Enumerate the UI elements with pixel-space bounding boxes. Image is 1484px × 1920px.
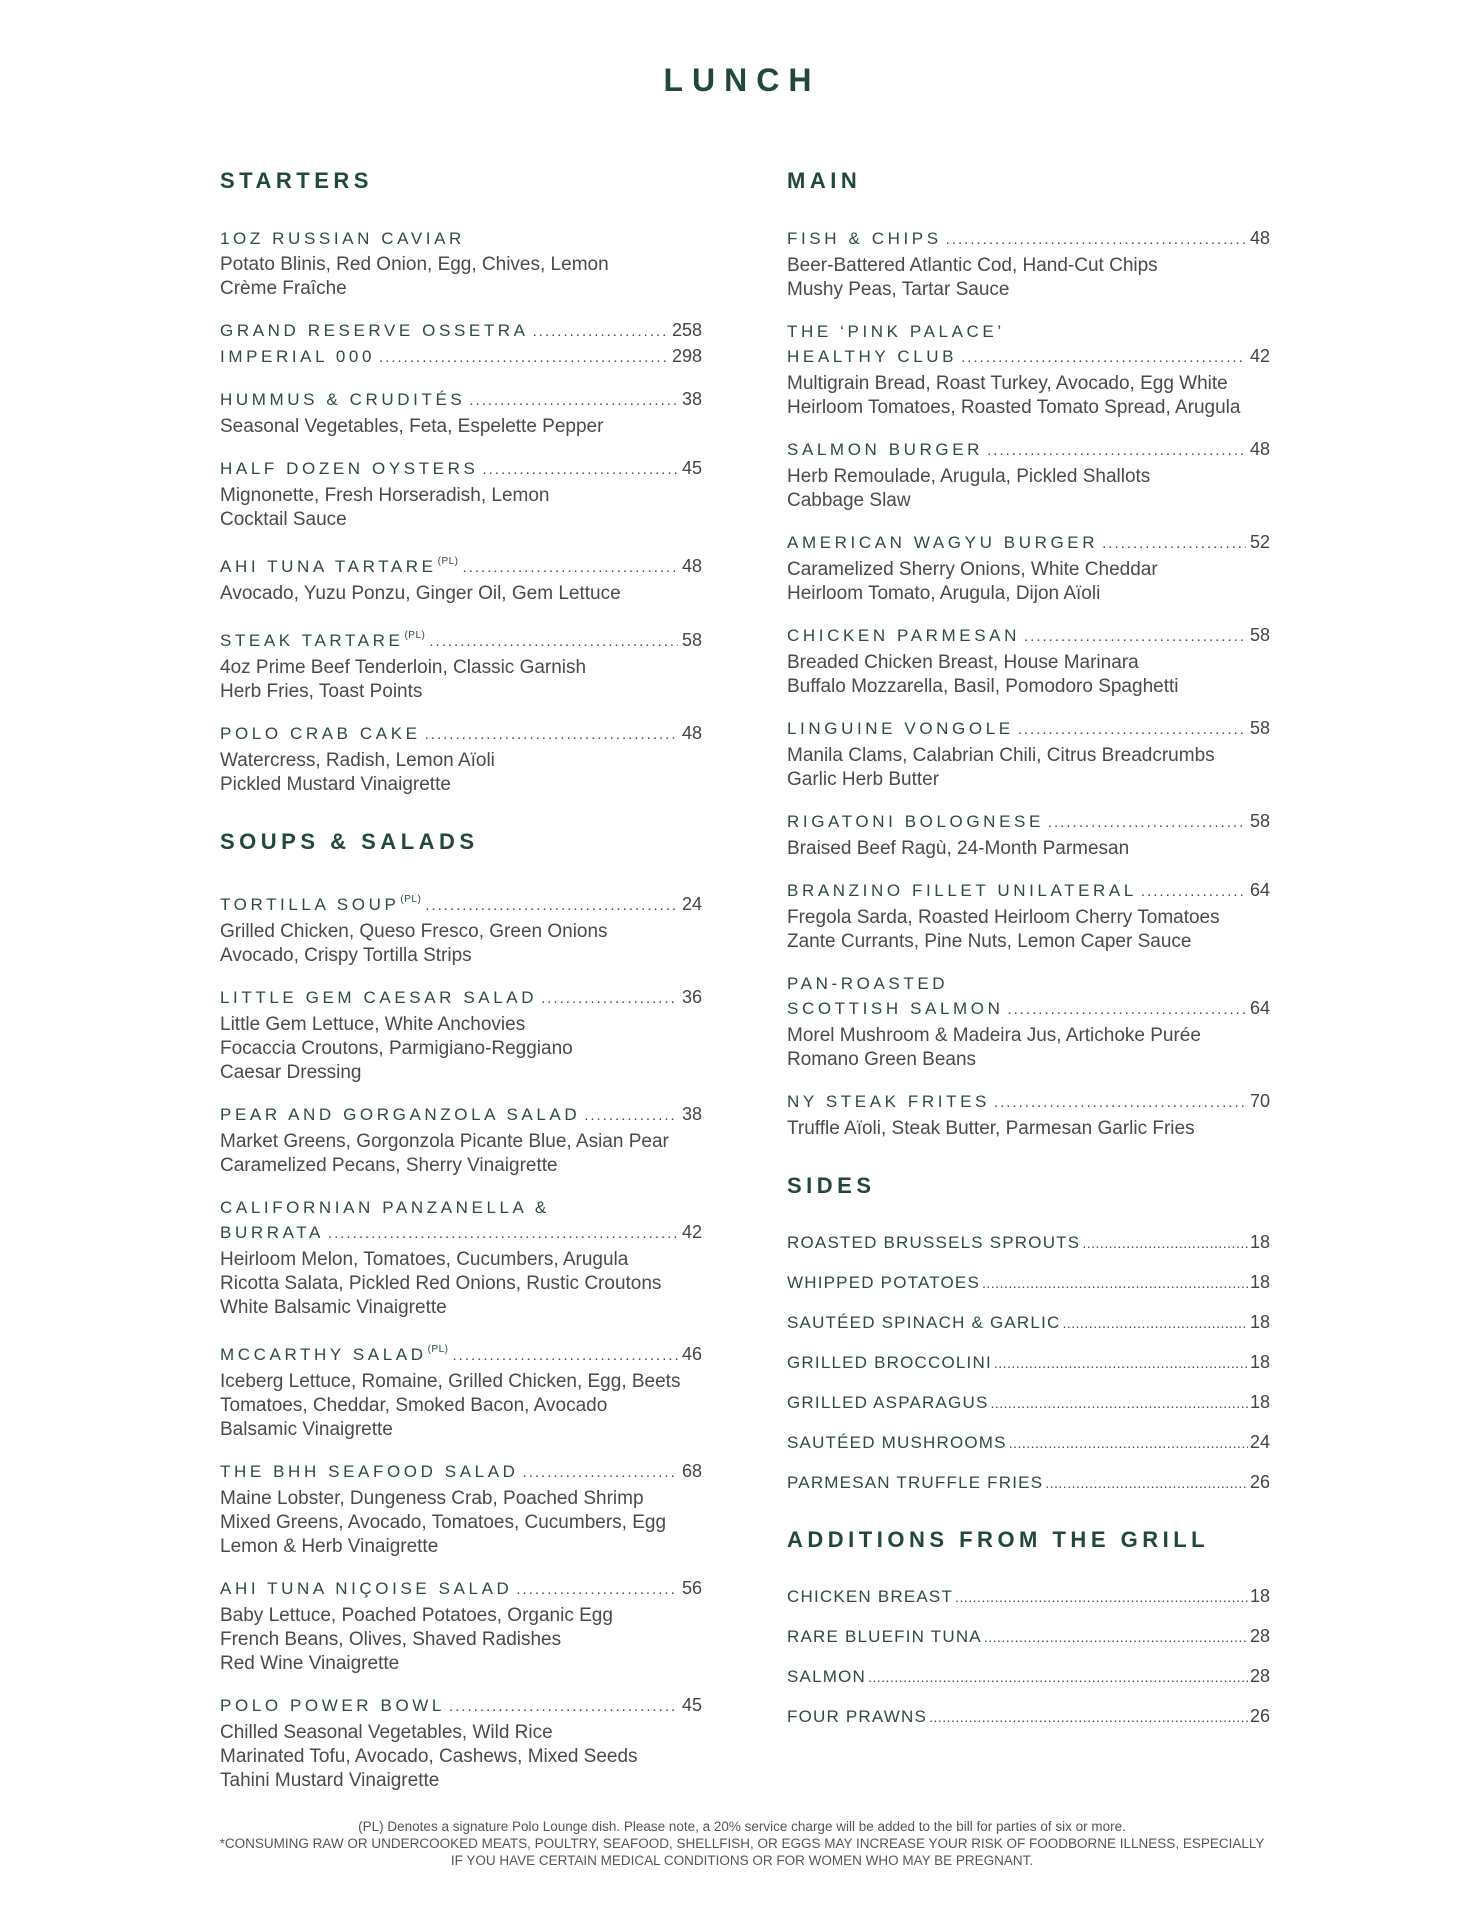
menu-item-price: 38	[681, 1104, 702, 1124]
dot-leader	[429, 629, 678, 654]
menu-item	[220, 226, 702, 301]
dot-leader	[469, 388, 678, 413]
menu-item-name-text: POLO CRAB CAKE	[220, 724, 421, 743]
menu-item-price: 48	[681, 556, 702, 576]
menu-item-name-text: THE BHH SEAFOOD SALAD	[220, 1462, 519, 1481]
description-line: Seasonal Vegetables, Feta, Espelette Pepper	[220, 416, 604, 437]
addition-item	[787, 1665, 1270, 1689]
side-item	[787, 1271, 1270, 1295]
menu-item-name	[787, 623, 1020, 648]
menu-item-description	[220, 1370, 702, 1442]
description-line: Potato Blinis, Red Onion, Egg, Chives, Lemon	[220, 254, 609, 275]
description-line: Caramelized Pecans, Sherry Vinaigrette	[220, 1155, 558, 1176]
description-line: Breaded Chicken Breast, House Marinara	[787, 652, 1139, 673]
description-line: Cabbage Slaw	[787, 490, 911, 511]
description-line: Little Gem Lettuce, White Anchovies	[220, 1014, 526, 1035]
item-price: 24	[1249, 1432, 1270, 1452]
menu-item-name-top: PAN-ROASTED	[787, 974, 949, 993]
menu-item-description	[220, 1130, 702, 1178]
dot-leader	[987, 438, 1246, 463]
menu-item-name	[220, 549, 459, 579]
menu-item-description	[220, 415, 702, 439]
menu-item-name-text: HEALTHY CLUB	[787, 347, 958, 366]
item-price: 18	[1249, 1272, 1270, 1292]
footer-line: *CONSUMING RAW OR UNDERCOOKED MEATS, POULTRY, SEAFOOD, SHELLFISH, OR EGGS MAY INCREASE YOUR RISK OF FOODBORNE ILLNESS, ESPECIALLY	[219, 1836, 1265, 1851]
left-column	[220, 168, 702, 1810]
menu-item-name-text: MCCARTHY SALAD	[220, 1345, 427, 1364]
menu-item-price: 36	[681, 987, 702, 1007]
menu-item-name-text: SALMON BURGER	[787, 440, 984, 459]
dot-leader	[328, 1221, 678, 1246]
item-price: 28	[1249, 1626, 1270, 1646]
menu-item-price: 64	[1249, 880, 1270, 900]
dot-leader	[982, 1272, 1248, 1295]
menu-item-price: 258	[671, 320, 702, 340]
dot-leader	[1009, 1432, 1248, 1455]
description-line: Avocado, Yuzu Ponzu, Ginger Oil, Gem Lettuce	[220, 583, 621, 604]
section-heading-sides: SIDES	[787, 1173, 876, 1198]
description-line: Heirloom Tomatoes, Roasted Tomato Spread, Arugula	[787, 397, 1241, 418]
menu-item-description	[787, 372, 1270, 420]
description-line: Cocktail Sauce	[220, 509, 347, 530]
menu-item-name	[220, 623, 425, 653]
description-line: 4oz Prime Beef Tenderloin, Classic Garnish	[220, 657, 587, 678]
menu-item-price: 48	[681, 723, 702, 743]
starters-list	[220, 226, 702, 797]
description-line: Chilled Seasonal Vegetables, Wild Rice	[220, 1722, 553, 1743]
menu-item-price: 70	[1249, 1091, 1270, 1111]
menu-item	[220, 387, 702, 439]
item-name: PARMESAN TRUFFLE FRIES	[787, 1473, 1044, 1492]
menu-item-name-text: AHI TUNA NIÇOISE SALAD	[220, 1579, 513, 1598]
description-line: Herb Fries, Toast Points	[220, 681, 423, 702]
dot-leader	[984, 1626, 1248, 1649]
menu-item	[787, 809, 1270, 861]
menu-item-name	[220, 1693, 445, 1718]
description-line: Tomatoes, Cheddar, Smoked Bacon, Avocado	[220, 1395, 608, 1416]
dot-leader	[379, 345, 668, 370]
description-line: Mixed Greens, Avocado, Tomatoes, Cucumbers, Egg	[220, 1512, 667, 1533]
menu-item-price: 52	[1249, 532, 1270, 552]
menu-item	[220, 721, 702, 797]
dot-leader	[1018, 717, 1246, 742]
menu-item-heading	[787, 437, 1270, 463]
menu-item-description	[220, 582, 702, 606]
menu-item-name-text: FISH & CHIPS	[787, 229, 942, 248]
menu-item-description	[787, 1117, 1270, 1141]
item-name: CHICKEN BREAST	[787, 1587, 954, 1606]
menu-item-name-text: STEAK TARTARE	[220, 631, 404, 650]
item-name: GRILLED ASPARAGUS	[787, 1393, 989, 1412]
menu-item-name-text: NY STEAK FRITES	[787, 1092, 990, 1111]
description-line: Zante Currants, Pine Nuts, Lemon Caper Sauce	[787, 931, 1192, 952]
dot-leader	[541, 986, 678, 1011]
menu-item-price: 68	[681, 1461, 702, 1481]
section-heading-main: MAIN	[787, 168, 862, 193]
footer-notes	[0, 1818, 1484, 1869]
menu-item-name	[787, 996, 1003, 1021]
dot-leader	[1141, 879, 1246, 904]
menu-item-heading	[220, 623, 702, 654]
menu-item-price: 58	[681, 630, 702, 650]
dot-leader	[994, 1352, 1248, 1375]
menu-item-price: 48	[1249, 228, 1270, 248]
menu-item	[220, 1459, 702, 1559]
menu-item-price: 24	[681, 894, 702, 914]
dot-leader	[955, 1586, 1248, 1609]
menu-item-price: 42	[681, 1222, 702, 1242]
menu-item-name-text: BRANZINO FILLET UNILATERAL	[787, 881, 1137, 900]
menu-item-description	[787, 558, 1270, 606]
menu-item	[220, 1195, 702, 1320]
menu-item-name	[220, 1220, 324, 1245]
dot-leader	[961, 345, 1246, 370]
dot-leader	[463, 555, 678, 580]
description-line: Romano Green Beans	[787, 1049, 977, 1070]
description-line: Watercress, Radish, Lemon Aïoli	[220, 750, 495, 771]
description-line: Heirloom Tomato, Arugula, Dijon Aïoli	[787, 583, 1101, 604]
description-line: Caramelized Sherry Onions, White Cheddar	[787, 559, 1158, 580]
menu-item	[787, 226, 1270, 302]
menu-item-name-text: IMPERIAL 000	[220, 347, 376, 366]
menu-item	[220, 456, 702, 532]
menu-item-name	[220, 1576, 512, 1601]
item-name: FOUR PRAWNS	[787, 1707, 928, 1726]
menu-item	[220, 1576, 702, 1676]
menu-item-description	[787, 906, 1270, 954]
description-line: Morel Mushroom & Madeira Jus, Artichoke Purée	[787, 1025, 1201, 1046]
dot-leader	[516, 1577, 678, 1602]
addition-item	[787, 1705, 1270, 1729]
menu-item-description	[220, 1013, 702, 1085]
menu-item-heading	[220, 1576, 702, 1602]
menu-item-description	[787, 465, 1270, 513]
description-line: Mignonette, Fresh Horseradish, Lemon	[220, 485, 550, 506]
dot-leader	[1102, 531, 1246, 556]
item-name: GRILLED BROCCOLINI	[787, 1353, 992, 1372]
dot-leader	[994, 1090, 1246, 1115]
menu-item	[220, 318, 702, 344]
menu-item-description	[787, 1024, 1270, 1072]
menu-item-name	[787, 226, 942, 251]
menu-item-heading	[787, 996, 1270, 1022]
description-line: Marinated Tofu, Avocado, Cashews, Mixed Seeds	[220, 1746, 638, 1767]
description-line: Maine Lobster, Dungeness Crab, Poached Shrimp	[220, 1488, 644, 1509]
main-list	[787, 226, 1270, 1141]
menu-item	[220, 1102, 702, 1178]
item-name: ROASTED BRUSSELS SPROUTS	[787, 1233, 1081, 1252]
menu-item-price: 56	[681, 1578, 702, 1598]
section-heading-soups-salads: SOUPS & SALADS	[220, 829, 479, 854]
item-name: RARE BLUEFIN TUNA	[787, 1627, 982, 1646]
menu-item-heading	[220, 1337, 702, 1368]
menu-item-price: 48	[1249, 439, 1270, 459]
description-line: Caesar Dressing	[220, 1062, 362, 1083]
description-line: Mushy Peas, Tartar Sauce	[787, 279, 1010, 300]
side-item	[787, 1431, 1270, 1455]
menu-item-description	[220, 749, 702, 797]
additions-list	[787, 1585, 1270, 1729]
menu-item-name-text: AMERICAN WAGYU BURGER	[787, 533, 1099, 552]
menu-item-heading	[787, 226, 1270, 252]
dot-leader	[1082, 1232, 1248, 1255]
description-line: Market Greens, Gorgonzola Picante Blue, Asian Pear	[220, 1131, 669, 1152]
menu-item-heading	[220, 1459, 702, 1485]
menu-item-name	[787, 1089, 990, 1114]
side-item	[787, 1231, 1270, 1255]
right-column	[787, 168, 1270, 1745]
menu-item-heading	[220, 344, 702, 370]
menu-item-price: 58	[1249, 718, 1270, 738]
description-line: Red Wine Vinaigrette	[220, 1653, 400, 1674]
menu-item-name-text: LITTLE GEM CAESAR SALAD	[220, 988, 538, 1007]
dot-leader	[1048, 810, 1246, 835]
description-line: Beer-Battered Atlantic Cod, Hand-Cut Chips	[787, 255, 1158, 276]
dot-leader	[449, 1694, 678, 1719]
menu-item-heading	[220, 1102, 702, 1128]
menu-item-heading	[787, 1089, 1270, 1115]
item-price: 26	[1249, 1472, 1270, 1492]
description-line: Tahini Mustard Vinaigrette	[220, 1770, 440, 1791]
section-heading-starters: STARTERS	[220, 168, 373, 193]
menu-item-name-text: 1OZ RUSSIAN CAVIAR	[220, 229, 465, 248]
dot-leader	[1062, 1312, 1248, 1335]
menu-item-heading	[787, 809, 1270, 835]
description-line: Multigrain Bread, Roast Turkey, Avocado, Egg White	[787, 373, 1228, 394]
menu-item	[787, 623, 1270, 699]
description-line: Lemon & Herb Vinaigrette	[220, 1536, 439, 1557]
item-name: SALMON	[787, 1667, 866, 1686]
dot-leader	[1024, 624, 1246, 649]
dot-leader	[990, 1392, 1247, 1415]
menu-item-description	[787, 254, 1270, 302]
menu-item-description	[220, 1487, 702, 1559]
description-line: Garlic Herb Butter	[787, 769, 940, 790]
description-line: Avocado, Crispy Tortilla Strips	[220, 945, 472, 966]
menu-item-name	[787, 878, 1137, 903]
description-line: White Balsamic Vinaigrette	[220, 1297, 447, 1318]
menu-item-name-text: BURRATA	[220, 1223, 324, 1242]
menu-item-heading	[787, 623, 1270, 649]
addition-item	[787, 1625, 1270, 1649]
menu-item-heading	[220, 226, 702, 251]
menu-item-heading	[787, 878, 1270, 904]
side-item	[787, 1471, 1270, 1495]
menu-item-name-text: LINGUINE VONGOLE	[787, 719, 1014, 738]
side-item	[787, 1351, 1270, 1375]
menu-item	[787, 1089, 1270, 1141]
menu-item-name-top: THE ‘PINK PALACE’	[787, 322, 1005, 341]
menu-item-price: 46	[681, 1344, 702, 1364]
item-price: 28	[1249, 1666, 1270, 1686]
menu-item-name	[220, 1102, 580, 1127]
menu-item-name-top: CALIFORNIAN PANZANELLA &	[220, 1198, 550, 1217]
menu-item-heading	[787, 344, 1270, 370]
menu-item-name	[787, 809, 1044, 834]
item-name: WHIPPED POTATOES	[787, 1273, 981, 1292]
menu-item-heading	[220, 985, 702, 1011]
menu-item-price: 58	[1249, 625, 1270, 645]
menu-item-name-text: AHI TUNA TARTARE	[220, 557, 437, 576]
menu-item-name-text: PEAR AND GORGANZOLA SALAD	[220, 1105, 581, 1124]
menu-item-heading	[220, 721, 702, 747]
menu-item-price: 58	[1249, 811, 1270, 831]
page-title: LUNCH	[663, 62, 821, 98]
menu-item-name	[220, 887, 421, 917]
menu-item	[787, 319, 1270, 420]
dot-leader	[425, 893, 678, 918]
menu-item-description	[787, 651, 1270, 699]
soups-list	[220, 887, 702, 1793]
menu-item-heading	[787, 716, 1270, 742]
menu-item	[220, 985, 702, 1085]
menu-item-name	[220, 985, 537, 1010]
menu-item-name	[220, 1337, 449, 1367]
menu-item-description	[220, 1248, 702, 1320]
item-name: SAUTÉED SPINACH & GARLIC	[787, 1313, 1061, 1332]
menu-item-name	[220, 1459, 519, 1484]
dot-leader	[523, 1460, 678, 1485]
section-heading-additions: ADDITIONS FROM THE GRILL	[787, 1527, 1210, 1552]
menu-item-description	[220, 253, 702, 301]
menu-item	[787, 530, 1270, 606]
item-price: 18	[1249, 1232, 1270, 1252]
menu-item	[220, 623, 702, 704]
description-line: Grilled Chicken, Queso Fresco, Green Onions	[220, 921, 608, 942]
description-line: Focaccia Croutons, Parmigiano-Reggiano	[220, 1038, 573, 1059]
menu-item-description	[220, 1721, 702, 1793]
dot-leader	[584, 1103, 678, 1128]
menu-item-name	[220, 344, 375, 369]
menu-item-description	[787, 837, 1270, 861]
menu-item-heading	[220, 387, 702, 413]
description-line: Manila Clams, Calabrian Chili, Citrus Breadcrumbs	[787, 745, 1215, 766]
dot-leader	[1007, 997, 1246, 1022]
description-line: Iceberg Lettuce, Romaine, Grilled Chicken, Egg, Beets	[220, 1371, 681, 1392]
menu-item-name	[220, 721, 421, 746]
menu-item-name	[220, 387, 465, 412]
item-price: 18	[1249, 1312, 1270, 1332]
description-line: Heirloom Melon, Tomatoes, Cucumbers, Arugula	[220, 1249, 629, 1270]
dot-leader	[868, 1666, 1248, 1689]
item-price: 18	[1249, 1392, 1270, 1412]
menu-item	[220, 1337, 702, 1442]
menu-item	[220, 344, 702, 370]
description-line: Fregola Sarda, Roasted Heirloom Cherry Tomatoes	[787, 907, 1220, 928]
menu-item-name	[787, 344, 957, 369]
dot-leader	[482, 457, 678, 482]
dot-leader	[533, 319, 668, 344]
menu-item-name-text: SCOTTISH SALMON	[787, 999, 1004, 1018]
menu-item-name-text: GRAND RESERVE OSSETRA	[220, 321, 529, 340]
item-price: 26	[1249, 1706, 1270, 1726]
menu-item-heading	[787, 530, 1270, 556]
menu-item	[787, 878, 1270, 954]
menu-item-heading	[220, 887, 702, 918]
menu-item-heading	[220, 1220, 702, 1246]
menu-item-description	[220, 920, 702, 968]
menu-item	[787, 971, 1270, 1072]
menu-item-name	[220, 318, 529, 343]
menu-item	[220, 887, 702, 968]
menu-item	[220, 549, 702, 606]
description-line: Truffle Aïoli, Steak Butter, Parmesan Garlic Fries	[787, 1118, 1195, 1139]
signature-marker: (PL)	[427, 1344, 449, 1355]
side-item	[787, 1311, 1270, 1335]
description-line: Balsamic Vinaigrette	[220, 1419, 393, 1440]
menu-item-name-text: CHICKEN PARMESAN	[787, 626, 1020, 645]
menu-item-name-text: HUMMUS & CRUDITÉS	[220, 390, 466, 409]
menu-item-price: 64	[1249, 998, 1270, 1018]
dot-leader	[1045, 1472, 1248, 1495]
menu-item-name-text: TORTILLA SOUP	[220, 895, 400, 914]
menu-item-price: 38	[681, 389, 702, 409]
description-line: Braised Beef Ragù, 24-Month Parmesan	[787, 838, 1130, 859]
description-line: Herb Remoulade, Arugula, Pickled Shallots	[787, 466, 1151, 487]
signature-marker: (PL)	[400, 894, 422, 905]
menu-item-name	[787, 716, 1014, 741]
menu-item-name-text: POLO POWER BOWL	[220, 1696, 445, 1715]
item-price: 18	[1249, 1352, 1270, 1372]
menu-item-name	[787, 530, 1098, 555]
description-line: Pickled Mustard Vinaigrette	[220, 774, 451, 795]
menu-item-price: 45	[681, 458, 702, 478]
dot-leader	[929, 1706, 1248, 1729]
menu-item-price: 42	[1249, 346, 1270, 366]
menu-item	[220, 1693, 702, 1793]
side-item	[787, 1391, 1270, 1415]
menu-item-name-text: HALF DOZEN OYSTERS	[220, 459, 479, 478]
item-price: 18	[1249, 1586, 1270, 1606]
menu-item-name	[220, 456, 478, 481]
sides-list	[787, 1231, 1270, 1495]
signature-marker: (PL)	[404, 630, 426, 641]
menu-item	[787, 716, 1270, 792]
menu-item-description	[220, 656, 702, 704]
menu-item-price: 298	[671, 346, 702, 366]
description-line: Crème Fraîche	[220, 278, 347, 299]
dot-leader	[946, 227, 1246, 252]
menu-item-description	[787, 744, 1270, 792]
description-line: French Beans, Olives, Shaved Radishes	[220, 1629, 562, 1650]
menu-item-price: 45	[681, 1695, 702, 1715]
menu-item-heading	[220, 318, 702, 344]
menu-item-description	[220, 484, 702, 532]
dot-leader	[453, 1343, 678, 1368]
menu-item-heading	[220, 456, 702, 482]
description-line: Ricotta Salata, Pickled Red Onions, Rustic Croutons	[220, 1273, 662, 1294]
item-name: SAUTÉED MUSHROOMS	[787, 1433, 1007, 1452]
menu-item-heading	[220, 549, 702, 580]
addition-item	[787, 1585, 1270, 1609]
description-line: Buffalo Mozzarella, Basil, Pomodoro Spaghetti	[787, 676, 1179, 697]
footer-line: IF YOU HAVE CERTAIN MEDICAL CONDITIONS OR FOR WOMEN WHO MAY BE PREGNANT.	[450, 1853, 1034, 1868]
signature-marker: (PL)	[437, 556, 459, 567]
description-line: Baby Lettuce, Poached Potatoes, Organic Egg	[220, 1605, 613, 1626]
menu-item	[787, 437, 1270, 513]
footer-line: (PL) Denotes a signature Polo Lounge dish. Please note, a 20% service charge will be added to the bill for parties of six or more.	[358, 1819, 1126, 1834]
menu-item-name	[787, 437, 983, 462]
menu-item-description	[220, 1604, 702, 1676]
menu-item-heading	[220, 1693, 702, 1719]
menu-item-name	[220, 226, 465, 251]
menu-item-name-text: RIGATONI BOLOGNESE	[787, 812, 1044, 831]
dot-leader	[425, 722, 678, 747]
